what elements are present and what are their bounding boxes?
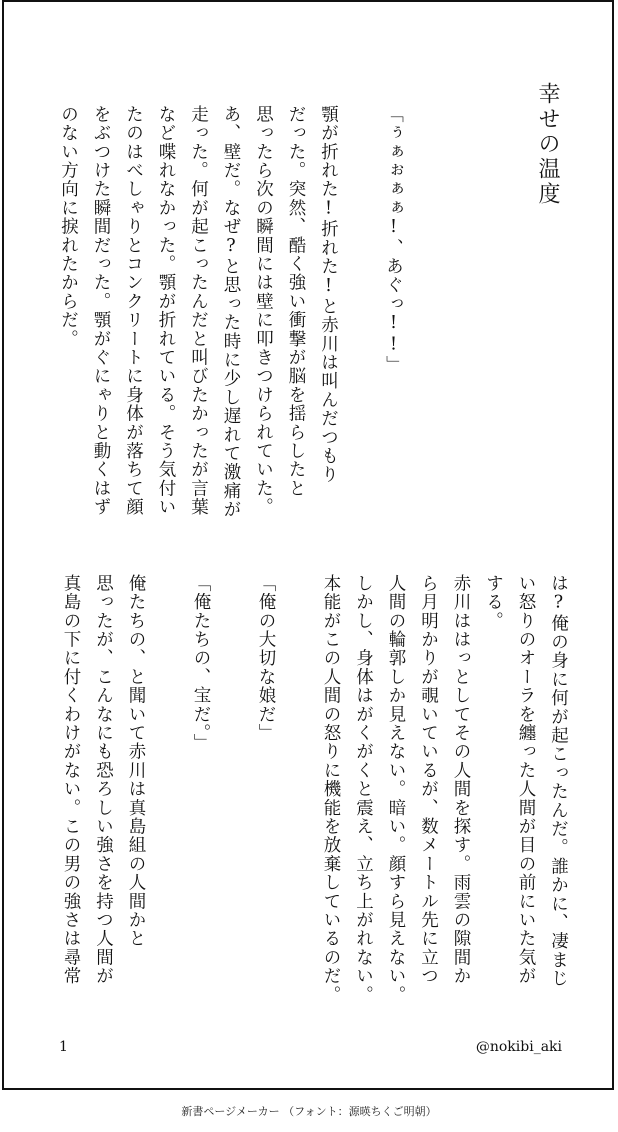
text-column: は?俺の身に何が起こったんだ。誰かに、凄まじ	[548, 574, 569, 988]
generator-credit: 新書ページメーカー （フォント：源暎ちくご明朝）	[181, 1105, 437, 1118]
text-column: など喋れなかった。顎が折れている。そう気付い	[156, 105, 176, 517]
text-column: をぶつけた瞬間だった。顎がぐにゃりと動くはず	[91, 105, 111, 517]
text-column: 俺たちの、と聞いて赤川は真島組の人間かと	[126, 574, 146, 948]
story-title: 幸せの温度	[535, 82, 560, 207]
text-column: 「ぅぁぉぁぁ!、あぐっ!!」	[383, 105, 404, 375]
text-column: する。	[483, 574, 504, 631]
text-column: い怒りのオーラを纏った人間が目の前にいた気が	[516, 574, 536, 986]
text-column: 本能がこの人間の怒りに機能を放棄しているのだ。	[321, 574, 341, 1005]
text-column: 思ったら次の瞬間には壁に叩きつけられていた。	[253, 105, 274, 517]
text-column: たのはべしゃりとコンクリートに身体が落ちて顔	[123, 105, 144, 517]
text-column: 真島の下に付くわけがない。この男の強さは尋常	[61, 574, 81, 986]
text-column: だった。突然、酷く強い衝撃が脳を揺らしたと	[286, 105, 306, 498]
author-handle: @nokibi_aki	[475, 1039, 562, 1055]
text-column: 「俺たちの、宝だ。」	[191, 574, 211, 753]
text-column: 走った。何が起こったんだと叫びたかったが言葉	[188, 105, 209, 517]
text-column: あ、壁だ。なぜ?と思った時に少し遅れて激痛が	[221, 105, 241, 519]
text-column: 赤川ははっとしてその人間を探す。雨雲の隙間か	[451, 574, 471, 986]
text-column: 思ったが、こんなにも恐ろしい強さを持つ人間が	[93, 574, 114, 986]
text-column: しかし、身体はがくがくと震え、立ち上がれない。	[353, 574, 374, 1005]
text-column: のない方向に捩れたからだ。	[58, 105, 79, 349]
text-column: ら月明かりが覗いているが、数メートル先に立つ	[418, 574, 439, 986]
manuscript-page	[2, 0, 614, 1090]
text-column: 「俺の大切な娘だ」	[256, 574, 276, 743]
page-number: 1	[59, 1039, 68, 1055]
text-column: 人間の輪郭しか見えない。暗い。顔すら見えない。	[386, 574, 406, 1005]
text-column: 顎が折れた!折れた!と赤川は叫んだつもり	[318, 105, 339, 484]
